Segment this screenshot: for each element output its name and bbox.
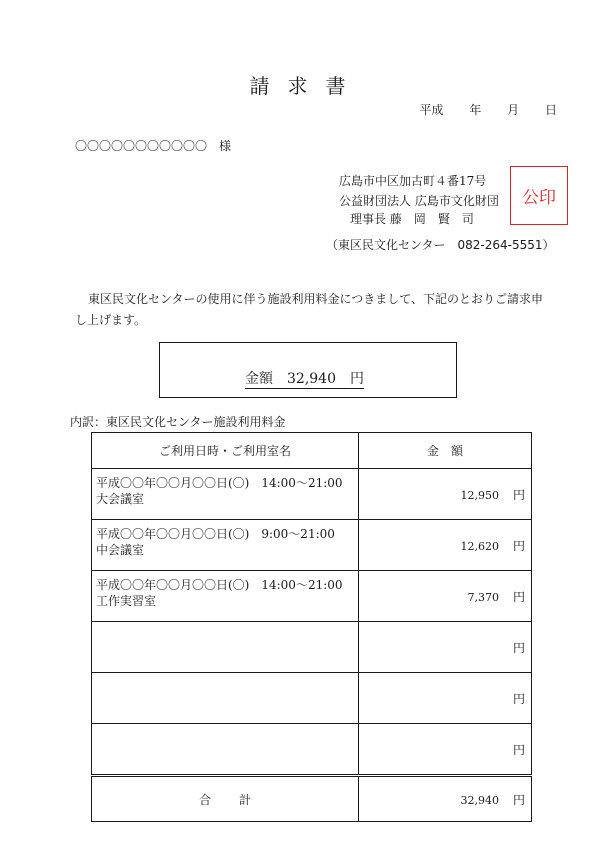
total-amount-value: 32,940 xyxy=(460,793,499,807)
row-datetime: 平成〇〇年〇〇月〇〇日(〇) 14:00～21:00 xyxy=(96,476,343,490)
official-seal: 公印 xyxy=(510,166,568,225)
breakdown-table xyxy=(91,432,532,822)
recipient-name: 〇〇〇〇〇〇〇〇〇〇〇 様 xyxy=(75,139,232,153)
issuer-representative: 理事長 藤 岡 賢 司 xyxy=(350,212,474,226)
row-amount xyxy=(359,673,532,724)
amount-label: 金額 xyxy=(245,371,273,387)
row-description xyxy=(92,724,359,776)
issuer-address: 広島市中区加古町４番17号 xyxy=(339,174,487,188)
table-row xyxy=(92,571,532,622)
header-amount: 金 額 xyxy=(359,433,532,469)
document-title: 請求書 xyxy=(249,74,364,98)
total-row xyxy=(92,776,532,822)
table-row xyxy=(92,520,532,571)
row-description xyxy=(92,469,359,520)
yen-unit: 円 xyxy=(512,691,525,706)
breakdown-label: 内訳：東区民文化センター施設利用料金 xyxy=(70,415,286,429)
yen-unit: 円 xyxy=(512,487,525,502)
row-amount xyxy=(359,622,532,673)
amount-total xyxy=(245,371,364,389)
row-amount-value: 7,370 xyxy=(467,590,499,604)
row-datetime: 平成〇〇年〇〇月〇〇日(〇) 9:00～21:00 xyxy=(96,527,335,541)
total-label: 合計 xyxy=(198,792,279,807)
row-room: 大会議室 xyxy=(96,492,145,506)
total-amount xyxy=(359,776,532,822)
total-label-cell xyxy=(92,776,359,822)
header-datetime-room: ご利用日時・ご利用室名 xyxy=(92,433,359,469)
row-room: 中会議室 xyxy=(96,543,145,557)
row-description xyxy=(92,571,359,622)
row-amount xyxy=(359,724,532,776)
table-row xyxy=(92,469,532,520)
issuer-organization: 公益財団法人 広島市文化財団 xyxy=(339,194,499,208)
invoice-message: 東区民文化センターの使用に伴う施設利用料金につきまして、下記のとおりご請求申し上げます。 xyxy=(75,292,544,327)
row-description xyxy=(92,520,359,571)
yen-unit: 円 xyxy=(512,742,525,757)
table-header-row xyxy=(92,433,532,469)
row-amount xyxy=(359,571,532,622)
table-row xyxy=(92,724,532,776)
row-room: 工作実習室 xyxy=(96,594,157,608)
row-amount-value: 12,950 xyxy=(460,488,499,502)
issue-date: 平成 年 月 日 xyxy=(419,103,557,117)
yen-unit: 円 xyxy=(512,640,525,655)
amount-unit: 円 xyxy=(350,371,364,387)
amount-value: 32,940 xyxy=(287,371,336,387)
row-amount-value: 12,620 xyxy=(460,539,499,553)
row-amount xyxy=(359,520,532,571)
yen-unit: 円 xyxy=(512,792,525,807)
row-description xyxy=(92,673,359,724)
amount-box xyxy=(159,342,457,398)
issuer-contact: （東区民文化センター 082-264-5551） xyxy=(326,238,555,252)
yen-unit: 円 xyxy=(512,538,525,553)
yen-unit: 円 xyxy=(512,589,525,604)
row-description xyxy=(92,622,359,673)
table-row xyxy=(92,673,532,724)
table-row xyxy=(92,622,532,673)
row-amount xyxy=(359,469,532,520)
row-datetime: 平成〇〇年〇〇月〇〇日(〇) 14:00～21:00 xyxy=(96,578,343,592)
